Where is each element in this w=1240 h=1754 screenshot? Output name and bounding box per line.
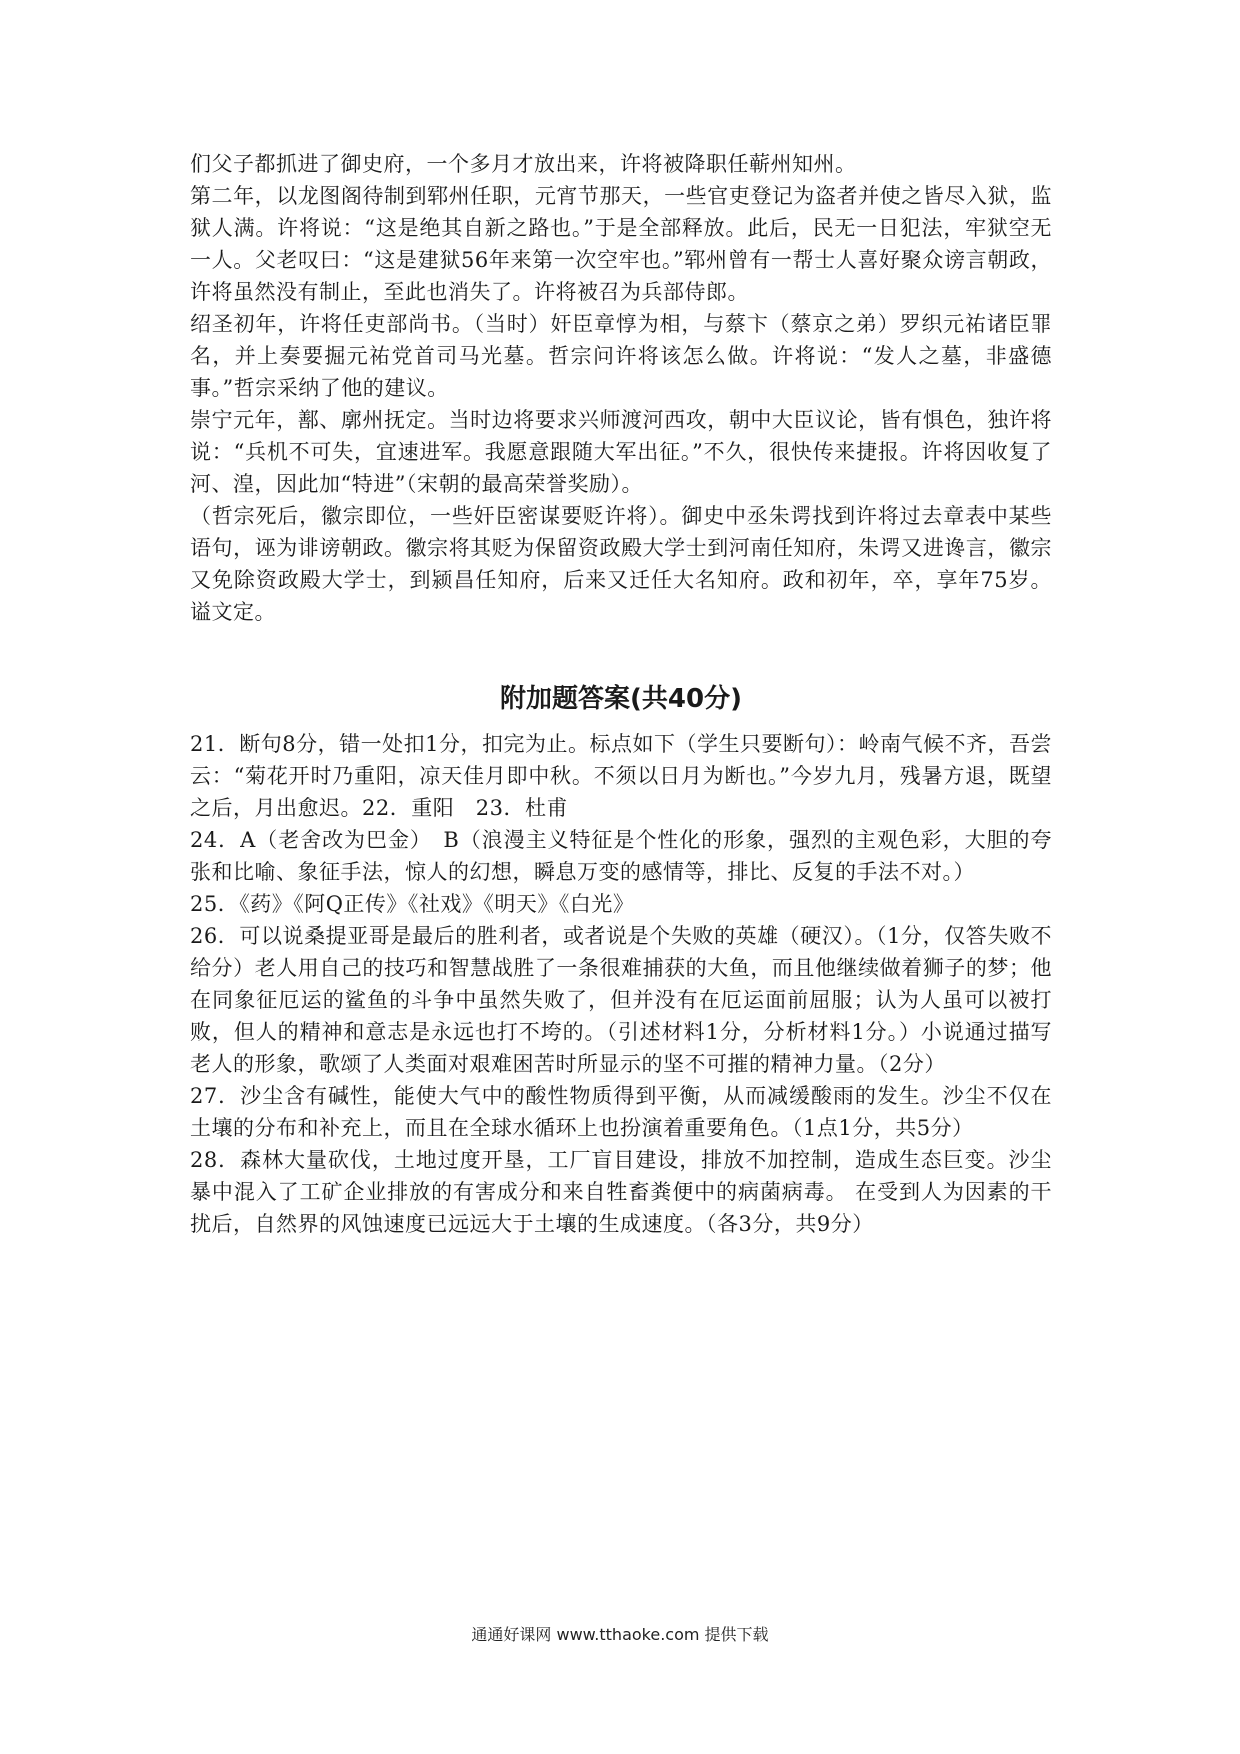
answer-25: 25．《药》《阿Q正传》《社戏》《明天》《白光》 xyxy=(190,892,635,916)
section-title: 附加题答案(共40分) xyxy=(500,684,742,714)
answer-26: 26．可以说桑提亚哥是最后的胜利者，或者说是个失败的英雄（硬汉）。（1分，仅答失败不给分）老人用自己的技巧和智慧战胜了一条很难捕获的大鱼，而且他继续做着狮子的梦；他在同象征厄运的鲨鱼的斗争中虽然失败了，但并没有在厄运面前屈服；认为人虽可以被打败，但人的精神和意志是永远也打不垮的。（引述材料1分，分析材料1分。）小说通过描写老人的形象，歌颂了人类面对艰难困苦时所显示的坚不可摧的精神力量。（2分） xyxy=(190,924,1052,1076)
document-page xyxy=(190,148,1052,1240)
translation-paragraph-5: （哲宗死后，徽宗即位，一些奸臣密谋要贬许将）。御史中丞朱谔找到许将过去章表中某些语句，诬为诽谤朝政。徽宗将其贬为保留资政殿大学士到河南任知府，朱谔又进谗言，徽宗又免除资政殿大学士，到颍昌任知府，后来又迁任大名知府。政和初年，卒，享年75岁。谥文定。 xyxy=(190,504,1052,624)
translation-paragraph-2: 第二年，以龙图阁待制到郓州任职，元宵节那天，一些官吏登记为盗者并使之皆尽入狱，监狱人满。许将说：“这是绝其自新之路也。”于是全部释放。此后，民无一日犯法，牢狱空无一人。父老叹曰：“这是建狱56年来第一次空牢也。”郓州曾有一帮士人喜好聚众谤言朝政，许将虽然没有制止，至此也消失了。许将被召为兵部侍郎。 xyxy=(190,184,1052,304)
translation-paragraph-4: 崇宁元年，鄯、廓州抚定。当时边将要求兴师渡河西攻，朝中大臣议论，皆有惧色，独许将说：“兵机不可失，宜速进军。我愿意跟随大军出征。”不久，很快传来捷报。许将因收复了河、湟，因此加“特进”（宋朝的最高荣誉奖励）。 xyxy=(190,408,1052,496)
answer-28: 28．森林大量砍伐，土地过度开垦，工厂盲目建设，排放不加控制，造成生态巨变。沙尘暴中混入了工矿企业排放的有害成分和来自牲畜粪便中的病菌病毒。 在受到人为因素的干扰后，自然界的风蚀速度已远远大于土壤的生成速度。（各3分，共9分） xyxy=(190,1148,1052,1236)
translation-paragraph-1: 们父子都抓进了御史府，一个多月才放出来，许将被降职任蕲州知州。 xyxy=(190,152,857,176)
page-footer: 通通好课网 www.tthaoke.com 提供下载 xyxy=(471,1625,769,1644)
answer-27: 27．沙尘含有碱性，能使大气中的酸性物质得到平衡，从而减缓酸雨的发生。沙尘不仅在土壤的分布和补充上，而且在全球水循环上也扮演着重要角色。（1点1分，共5分） xyxy=(190,1084,1052,1140)
answer-24: 24．A（老舍改为巴金） B（浪漫主义特征是个性化的形象，强烈的主观色彩，大胆的夸张和比喻、象征手法，惊人的幻想，瞬息万变的感情等，排比、反复的手法不对。） xyxy=(190,828,1052,884)
answer-21-23: 21．断句8分，错一处扣1分，扣完为止。标点如下（学生只要断句）：岭南气候不齐，吾尝云：“菊花开时乃重阳，凉天佳月即中秋。不须以日月为断也。”今岁九月，残暑方退，既望之后，月出愈迟。22．重阳 23．杜甫 xyxy=(190,732,1052,820)
translation-paragraph-3: 绍圣初年，许将任吏部尚书。（当时）奸臣章惇为相，与蔡卞（蔡京之弟）罗织元祐诸臣罪名，并上奏要掘元祐党首司马光墓。哲宗问许将该怎么做。许将说：“发人之墓，非盛德事。”哲宗采纳了他的建议。 xyxy=(190,312,1052,400)
